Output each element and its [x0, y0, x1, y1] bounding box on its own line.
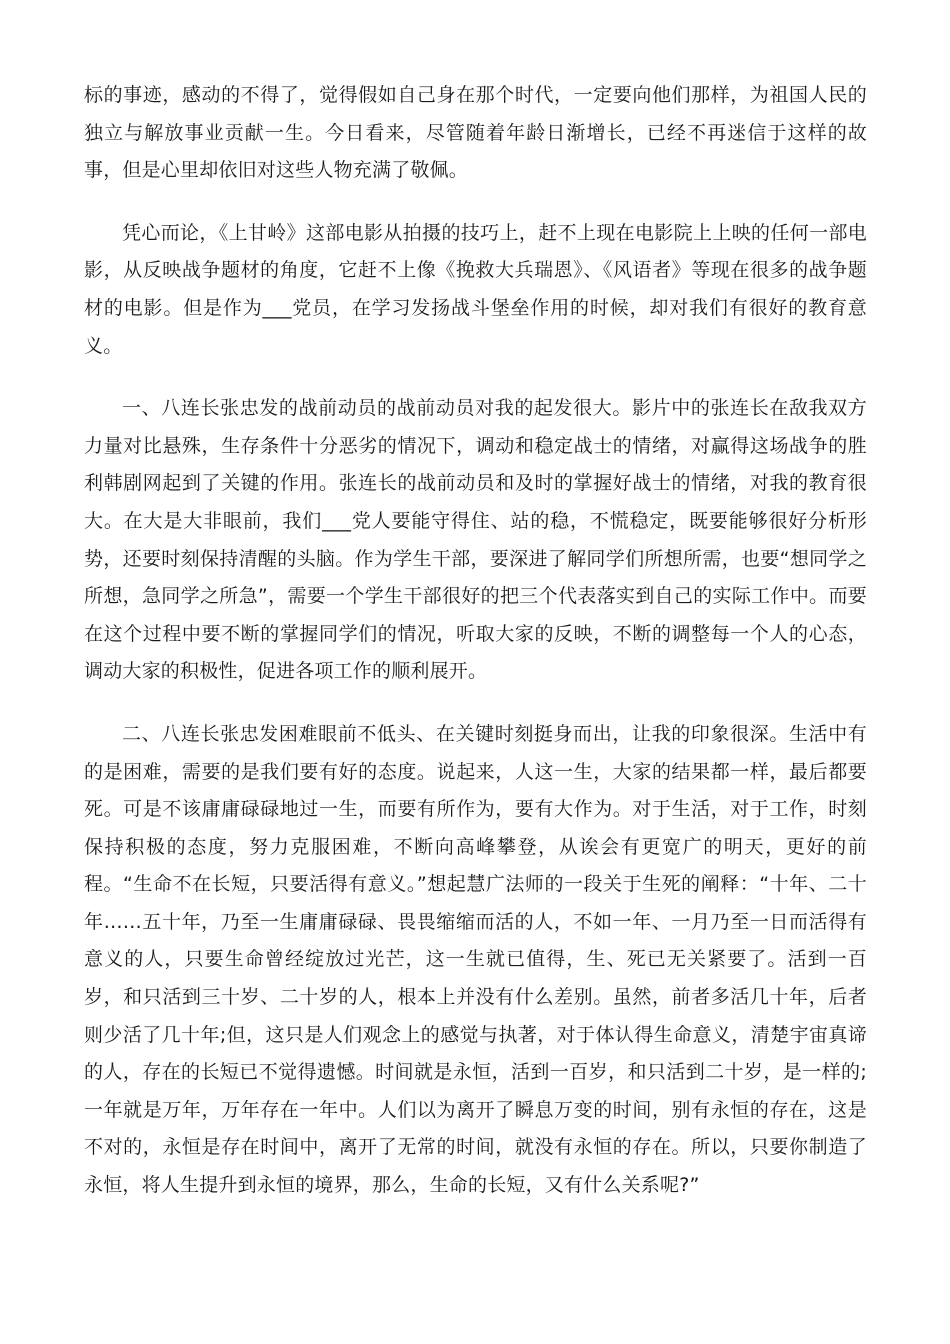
- paragraph-continuation: 标的事迹，感动的不得了，觉得假如自己身在那个时代，一定要向他们那样，为祖国人民的独立与解放事业贡献一生。今日看来，尽管随着年龄日渐增长，已经不再迷信于这样的故事，但是心里却依旧对这些人物充满了敬佩。: [84, 84, 867, 182]
- paragraph-point-one: 一、八连长张忠发的战前动员的战前动员对我的起发很大。影片中的张连长在敌我双方力量对比悬殊，生存条件十分恶劣的情况下，调动和稳定战士的情绪，对赢得这场战争的胜利韩剧网起到了关键的作用。张连长的战前动员和及时的掌握好战士的情绪，对我的教育很大。在大是大非眼前，我们___党人要能守得住、站的稳，不慌稳定，既要能够很好分析形势，还要时刻保持清醒的头脑。作为学生干部，要深进了解同学们所想所需，也要“想同学之所想，急同学之所急”，需要一个学生干部很好的把三个代表落实到自己的实际工作中。而要在这个过程中要不断的掌握同学们的情况，听取大家的反映，不断的调整每一个人的心态，调动大家的积极性，促进各项工作的顺利展开。: [84, 397, 867, 683]
- paragraph-film-comparison: 凭心而论，《上甘岭》这部电影从拍摄的技巧上，赶不上现在电影院上上映的任何一部电影，从反映战争题材的角度，它赶不上像《挽救大兵瑞恩》、《风语者》等现在很多的战争题材的电影。但是作为___党员，在学习发扬战斗堡垒作用的时候，却对我们有很好的教育意义。: [84, 221, 867, 357]
- paragraph-point-two: 二、八连长张忠发困难眼前不低头、在关键时刻挺身而出，让我的印象很深。生活中有的是困难，需要的是我们要有好的态度。说起来，人这一生，大家的结果都一样，最后都要死。可是不该庸庸碌碌地过一生，而要有所作为，要有大作为。对于生活，对于工作，时刻保持积极的态度，努力克服困难，不断向高峰攀登，从诶会有更宽广的明天，更好的前程。“生命不在长短，只要活得有意义。”想起慧广法师的一段关于生死的阐释：“十年、二十年……五十年，乃至一生庸庸碌碌、畏畏缩缩而活的人，不如一年、一月乃至一日而活得有意义的人，只要生命曾经绽放过光芒，这一生就已值得，生、死已无关紧要了。活到一百岁，和只活到三十岁、二十岁的人，根本上并没有什么差别。虽然，前者多活几十年，后者则少活了几十年;但，这只是人们观念上的感觉与执著，对于体认得生命意义，清楚宇宙真谛的人，存在的长短已不觉得遗憾。时间就是永恒，活到一百岁，和只活到二十岁，是一样的;一年就是万年，万年存在一年中。人们以为离开了瞬息万变的时间，别有永恒的存在，这是不对的，永恒是存在时间中，离开了无常的时间，就没有永恒的存在。所以，只要你制造了永恒，将人生提升到永恒的境界，那么，生命的长短，又有什么关系呢?”: [84, 722, 867, 1197]
- document-page: [84, 77, 867, 1230]
